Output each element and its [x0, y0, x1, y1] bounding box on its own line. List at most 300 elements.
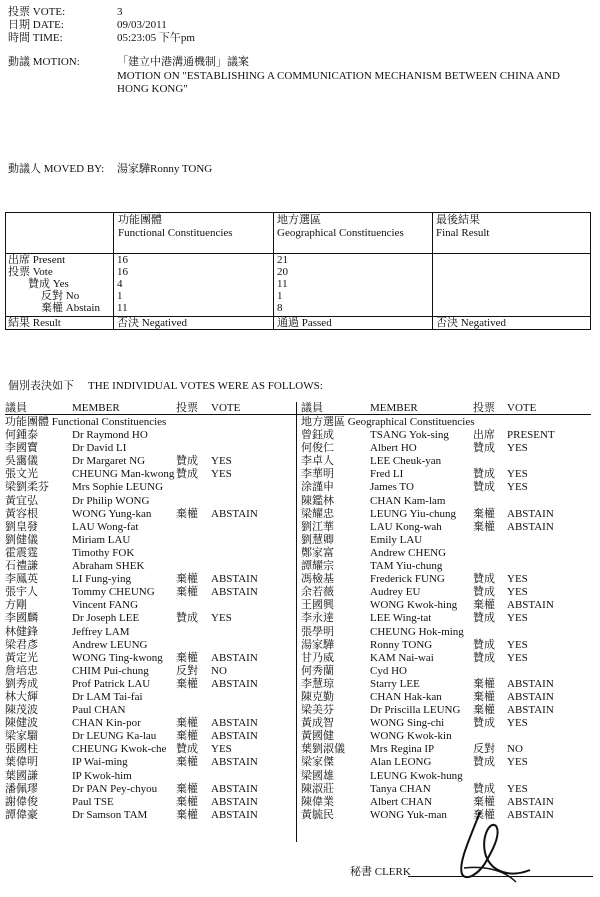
fc-title-text: 功能團體 Functional Constituencies [5, 416, 167, 428]
fc-member-row [5, 573, 293, 586]
final-header-en: Final Result [436, 227, 490, 239]
fc-member-name-en: Tommy CHEUNG [72, 586, 155, 599]
gc-member-name-en: Mrs Regina IP [370, 743, 435, 756]
gc-member-name-zh: 梁國雄 [301, 769, 334, 782]
fc-member-name-zh: 陳健波 [5, 717, 38, 730]
fc-member-vote-en: ABSTAIN [211, 507, 258, 520]
fc-member-name-zh: 石禮謙 [5, 560, 38, 573]
gc-member-name-en: Tanya CHAN [370, 782, 431, 795]
gc-member-vote-en: YES [507, 442, 528, 455]
gc-member-name-zh: 李慧琼 [301, 677, 334, 690]
gc-no: 1 [277, 290, 283, 302]
fc-member-vote-en: YES [211, 455, 232, 468]
fc-member-name-en: Dr Philip WONG [72, 494, 150, 507]
gc-member-name-zh: 陳鑑林 [301, 494, 334, 507]
fc-member-name-zh: 林大輝 [5, 690, 38, 703]
fc-member-name-en: WONG Yung-kan [72, 507, 152, 520]
fc-member-row [5, 678, 293, 691]
gc-member-name-en: Dr Priscilla LEUNG [370, 704, 461, 717]
gc-member-vote-zh: 贊成 [473, 756, 495, 769]
gc-member-vote-en: YES [507, 468, 528, 481]
gc-member-name-en: WONG Kwok-hing [370, 599, 458, 612]
time-label: 時間 TIME: [8, 32, 63, 44]
vote-label: 投票 Vote [8, 266, 53, 278]
gc-member-row [301, 612, 593, 625]
gc-member-name-en: Albert CHAN [370, 795, 433, 808]
gc-member-row [301, 678, 593, 691]
gc-member-name-zh: 王國興 [301, 599, 334, 612]
gc-member-name-zh: 譚耀宗 [301, 560, 334, 573]
fc-section-title [5, 416, 293, 429]
fc-member-vote-zh: 棄權 [176, 717, 198, 730]
gc-member-name-zh: 黃成智 [301, 717, 334, 730]
fc-member-name-zh: 吳靄儀 [5, 455, 38, 468]
fc-member-name-en: Dr Samson TAM [72, 808, 148, 821]
fc-member-name-zh: 張文光 [5, 468, 38, 481]
date-value: 09/03/2011 [117, 19, 167, 31]
fc-member-name-en: LI Fung-ying [72, 573, 131, 586]
gc-abstain: 8 [277, 302, 283, 314]
gc-member-vote-zh: 出席 [473, 429, 495, 442]
fc-member-name-zh: 梁君彥 [5, 638, 38, 651]
gc-member-vote-en: YES [507, 612, 528, 625]
fc-member-name-zh: 霍震霆 [5, 546, 38, 559]
gc-member-name-zh: 陳偉業 [301, 795, 334, 808]
gc-member-name-en: Andrew CHENG [370, 546, 447, 559]
gc-member-name-en: Starry LEE [370, 677, 420, 690]
fc-member-row [5, 560, 293, 573]
gc-member-row [301, 481, 593, 494]
gc-member-row [301, 704, 593, 717]
abstain-label: 棄權 Abstain [41, 302, 100, 314]
gc-member-name-en: CHAN Hak-kan [370, 690, 442, 703]
fc-member-name-zh: 張宇人 [5, 586, 38, 599]
fc-member-vote-en: YES [211, 612, 232, 625]
gc-member-row [301, 495, 593, 508]
fc-vote: 16 [117, 266, 128, 278]
fc-member-vote-zh: 反對 [176, 664, 198, 677]
fc-member-row [5, 599, 293, 612]
gc-section-title [301, 416, 593, 429]
fc-member-name-en: Vincent FANG [72, 599, 139, 612]
fc-member-name-en: IP Wai-ming [72, 756, 128, 769]
fc-present: 16 [117, 254, 128, 266]
gc-title-text: 地方選區 Geographical Constituencies [301, 416, 475, 428]
gc-member-row [301, 652, 593, 665]
gc-member-vote-zh: 棄權 [473, 599, 495, 612]
gc-member-name-zh: 曾鈺成 [301, 429, 334, 442]
fc-member-name-en: Dr PAN Pey-chyou [72, 782, 158, 795]
gc-member-name-zh: 陳淑莊 [301, 782, 334, 795]
fc-member-row [5, 612, 293, 625]
gc-member-vote-zh: 棄權 [473, 520, 495, 533]
fc-member-row [5, 743, 293, 756]
gc-member-name-zh: 李卓人 [301, 455, 334, 468]
fc-member-vote-en: ABSTAIN [211, 756, 258, 769]
fc-member-row [5, 756, 293, 769]
fc-member-vote-zh: 棄權 [176, 677, 198, 690]
gc-member-row [301, 691, 593, 704]
fc-member-name-en: Prof Patrick LAU [72, 677, 151, 690]
gc-member-name-zh: 劉江華 [301, 520, 334, 533]
gc-member-vote-zh: 棄權 [473, 677, 495, 690]
fc-member-name-en: Dr LAM Tai-fai [72, 690, 143, 703]
fc-member-name-zh: 黃定光 [5, 651, 38, 664]
fc-member-name-zh: 林健鋒 [5, 625, 38, 638]
fc-member-name-en: Dr David LI [72, 442, 127, 455]
vote-number: 3 [117, 6, 123, 18]
fc-member-name-zh: 譚偉豪 [5, 808, 38, 821]
gc-member-vote-zh: 棄權 [473, 704, 495, 717]
gc-member-name-en: LEUNG Kwok-hung [370, 769, 463, 782]
gc-member-vote-en: ABSTAIN [507, 808, 554, 821]
gc-member-name-en: WONG Yuk-man [370, 808, 447, 821]
fc-member-name-zh: 梁劉柔芬 [5, 481, 49, 494]
gc-member-vote-en: ABSTAIN [507, 795, 554, 808]
fc-member-vote-zh: 贊成 [176, 612, 198, 625]
gc-member-vote-en: PRESENT [507, 429, 555, 442]
fc-member-name-en: Paul TSE [72, 795, 114, 808]
fc-member-name-zh: 謝偉俊 [5, 795, 38, 808]
fc-no: 1 [117, 290, 123, 302]
fc-member-vote-en: ABSTAIN [211, 717, 258, 730]
fc-member-name-en: Dr LEUNG Ka-lau [72, 730, 157, 743]
gc-member-name-en: Frederick FUNG [370, 573, 445, 586]
clerk-label: 秘書 CLERK [350, 866, 411, 878]
gc-member-row [301, 809, 593, 822]
gc-member-vote-zh: 棄權 [473, 690, 495, 703]
fc-member-vote-en: YES [211, 468, 232, 481]
present-label: 出席 Present [8, 254, 66, 266]
fc-abstain: 11 [117, 302, 128, 314]
gc-member-vote-en: ABSTAIN [507, 507, 554, 520]
gc-member-name-zh: 何秀蘭 [301, 664, 334, 677]
gc-member-name-zh: 余若薇 [301, 586, 334, 599]
fc-member-vote-zh: 贊成 [176, 455, 198, 468]
clerk-signature [450, 808, 540, 886]
result-label: 結果 Result [8, 317, 61, 329]
fc-member-name-zh: 梁家騮 [5, 730, 38, 743]
motion-label: 動議 MOTION: [8, 56, 80, 68]
column-divider [296, 402, 297, 842]
fc-member-name-en: CHEUNG Man-kwong [72, 468, 175, 481]
fc-header-zh: 功能團體 [118, 214, 162, 226]
gc-member-name-en: Alan LEONG [370, 756, 432, 769]
fc-member-name-en: Mrs Sophie LEUNG [72, 481, 164, 494]
fc-member-row [5, 508, 293, 521]
fc-member-vote-en: NO [211, 664, 227, 677]
fc-col-member-en: MEMBER [72, 402, 120, 414]
fc-member-name-zh: 方剛 [5, 599, 27, 612]
final-result: 否決 Negatived [436, 317, 506, 329]
fc-member-vote-zh: 棄權 [176, 795, 198, 808]
gc-member-row [301, 717, 593, 730]
date-label: 日期 DATE: [8, 19, 64, 31]
fc-member-vote-zh: 棄權 [176, 782, 198, 795]
motion-title-zh: 「建立中港溝通機制」議案 [117, 56, 249, 68]
gc-member-name-en: WONG Sing-chi [370, 717, 445, 730]
gc-member-row [301, 599, 593, 612]
gc-member-row [301, 442, 593, 455]
gc-member-name-en: Emily LAU [370, 533, 423, 546]
fc-member-row [5, 639, 293, 652]
gc-member-vote-zh: 贊成 [473, 468, 495, 481]
fc-member-name-en: WONG Ting-kwong [72, 651, 163, 664]
fc-yes: 4 [117, 278, 123, 290]
gc-member-name-en: LAU Kong-wah [370, 520, 442, 533]
gc-member-name-zh: 甘乃威 [301, 651, 334, 664]
gc-member-name-zh: 李華明 [301, 468, 334, 481]
fc-member-name-zh: 潘佩璆 [5, 782, 38, 795]
fc-member-name-zh: 李國寶 [5, 442, 38, 455]
gc-member-name-zh: 陳克勤 [301, 690, 334, 703]
gc-member-vote-zh: 贊成 [473, 442, 495, 455]
fc-member-row [5, 429, 293, 442]
fc-member-vote-en: ABSTAIN [211, 782, 258, 795]
fc-member-name-zh: 李鳳英 [5, 573, 38, 586]
fc-member-vote-en: ABSTAIN [211, 586, 258, 599]
fc-member-row [5, 783, 293, 796]
final-header-zh: 最後結果 [436, 214, 480, 226]
gc-member-vote-en: YES [507, 651, 528, 664]
fc-member-row [5, 534, 293, 547]
fc-member-row [5, 691, 293, 704]
fc-member-row [5, 626, 293, 639]
fc-member-name-zh: 張國柱 [5, 743, 38, 756]
fc-member-name-en: CHAN Kin-por [72, 717, 141, 730]
fc-header-en: Functional Constituencies [118, 227, 233, 239]
gc-member-vote-en: NO [507, 743, 523, 756]
gc-member-row [301, 730, 593, 743]
fc-member-row [5, 770, 293, 783]
gc-member-name-en: CHEUNG Hok-ming [370, 625, 464, 638]
moved-by-value: 湯家驊Ronny TONG [117, 163, 213, 175]
fc-member-vote-en: ABSTAIN [211, 808, 258, 821]
fc-member-name-en: Timothy FOK [72, 546, 135, 559]
fc-member-vote-zh: 贊成 [176, 468, 198, 481]
fc-member-vote-zh: 棄權 [176, 507, 198, 520]
gc-member-name-zh: 鄭家富 [301, 546, 334, 559]
gc-member-name-en: LEE Cheuk-yan [370, 455, 442, 468]
gc-member-row [301, 468, 593, 481]
fc-member-row [5, 809, 293, 822]
fc-result: 否決 Negatived [117, 317, 187, 329]
fc-member-vote-zh: 棄權 [176, 730, 198, 743]
motion-title-en-2: HONG KONG" [117, 83, 188, 95]
fc-member-vote-zh: 棄權 [176, 573, 198, 586]
fc-col-vote-en: VOTE [211, 402, 241, 414]
gc-member-row [301, 547, 593, 560]
fc-member-name-zh: 葉國謙 [5, 769, 38, 782]
gc-result: 通過 Passed [277, 317, 332, 329]
fc-member-name-en: Jeffrey LAM [72, 625, 130, 638]
gc-member-vote-en: ABSTAIN [507, 520, 554, 533]
gc-member-name-zh: 黃毓民 [301, 808, 334, 821]
gc-member-name-zh: 李永達 [301, 612, 334, 625]
fc-member-name-en: Abraham SHEK [72, 560, 145, 573]
fc-member-name-en: Miriam LAU [72, 533, 131, 546]
gc-member-row [301, 586, 593, 599]
gc-member-row [301, 573, 593, 586]
gc-member-name-zh: 湯家驊 [301, 638, 334, 651]
gc-member-vote-en: YES [507, 717, 528, 730]
fc-member-vote-zh: 棄權 [176, 651, 198, 664]
gc-member-name-zh: 梁美芬 [301, 704, 334, 717]
gc-member-name-en: Cyd HO [370, 664, 407, 677]
fc-member-name-en: Dr Margaret NG [72, 455, 146, 468]
fc-member-row [5, 665, 293, 678]
gc-member-list [301, 416, 593, 822]
gc-member-name-zh: 黃國健 [301, 730, 334, 743]
gc-member-vote-zh: 贊成 [473, 586, 495, 599]
gc-member-row [301, 665, 593, 678]
gc-member-row [301, 639, 593, 652]
yes-label: 贊成 Yes [28, 278, 69, 290]
gc-member-name-en: KAM Nai-wai [370, 651, 434, 664]
fc-member-name-en: CHIM Pui-chung [72, 664, 149, 677]
gc-member-name-en: Albert HO [370, 442, 417, 455]
fc-member-name-zh: 陳茂波 [5, 704, 38, 717]
gc-col-vote-zh: 投票 [473, 402, 495, 414]
fc-member-name-zh: 葉偉明 [5, 756, 38, 769]
fc-member-name-zh: 劉皇發 [5, 520, 38, 533]
gc-member-name-en: TAM Yiu-chung [370, 560, 443, 573]
fc-member-vote-en: ABSTAIN [211, 651, 258, 664]
fc-member-name-zh: 劉秀成 [5, 677, 38, 690]
gc-member-vote-zh: 贊成 [473, 481, 495, 494]
fc-member-row [5, 730, 293, 743]
fc-member-name-zh: 劉健儀 [5, 533, 38, 546]
gc-member-name-en: James TO [370, 481, 414, 494]
motion-title-en-1: MOTION ON "ESTABLISHING A COMMUNICATION MECHANISM BETWEEN CHINA AND [117, 70, 560, 82]
gc-member-row [301, 521, 593, 534]
time-value: 05:23:05 下午pm [117, 32, 195, 44]
gc-member-vote-zh: 贊成 [473, 717, 495, 730]
gc-member-name-en: Fred LI [370, 468, 404, 481]
gc-member-vote-en: YES [507, 573, 528, 586]
fc-member-row [5, 455, 293, 468]
gc-member-row [301, 534, 593, 547]
gc-header-en: Geographical Constituencies [277, 227, 404, 239]
fc-member-row [5, 468, 293, 481]
gc-member-name-zh: 涂謹申 [301, 481, 334, 494]
fc-member-row [5, 495, 293, 508]
gc-member-vote-en: ABSTAIN [507, 677, 554, 690]
gc-member-vote-en: ABSTAIN [507, 690, 554, 703]
fc-member-row [5, 547, 293, 560]
gc-member-vote-zh: 反對 [473, 743, 495, 756]
gc-member-name-zh: 張學明 [301, 625, 334, 638]
gc-member-name-en: WONG Kwok-kin [370, 730, 452, 743]
fc-member-row [5, 442, 293, 455]
summary-table [5, 212, 591, 330]
gc-member-name-zh: 梁家傑 [301, 756, 334, 769]
fc-member-name-zh: 詹培忠 [5, 664, 38, 677]
fc-member-vote-zh: 棄權 [176, 808, 198, 821]
gc-yes: 11 [277, 278, 288, 290]
fc-member-vote-zh: 贊成 [176, 743, 198, 756]
gc-member-row [301, 508, 593, 521]
gc-member-row [301, 626, 593, 639]
fc-member-row [5, 521, 293, 534]
gc-member-vote-en: YES [507, 782, 528, 795]
fc-col-member-zh: 議員 [5, 402, 27, 414]
gc-member-name-en: TSANG Yok-sing [370, 429, 449, 442]
fc-member-vote-en: ABSTAIN [211, 573, 258, 586]
gc-col-member-zh: 議員 [301, 402, 323, 414]
gc-member-row [301, 783, 593, 796]
fc-member-vote-en: ABSTAIN [211, 677, 258, 690]
fc-member-vote-en: ABSTAIN [211, 730, 258, 743]
header-rule [5, 414, 591, 415]
gc-member-vote-zh: 贊成 [473, 651, 495, 664]
gc-member-name-en: Audrey EU [370, 586, 421, 599]
vote-number-label: 投票 VOTE: [8, 6, 66, 18]
gc-member-name-en: LEE Wing-tat [370, 612, 432, 625]
gc-member-name-zh: 馮檢基 [301, 573, 334, 586]
fc-member-row [5, 796, 293, 809]
individual-votes-intro-zh: 個別表決如下 [8, 380, 74, 392]
fc-member-name-en: Paul CHAN [72, 704, 126, 717]
gc-member-name-zh: 梁耀忠 [301, 507, 334, 520]
fc-member-name-zh: 黃宜弘 [5, 494, 38, 507]
fc-member-name-en: Andrew LEUNG [72, 638, 148, 651]
fc-member-vote-en: YES [211, 743, 232, 756]
fc-member-name-en: LAU Wong-fat [72, 520, 139, 533]
gc-col-vote-en: VOTE [507, 402, 537, 414]
gc-member-row [301, 796, 593, 809]
gc-member-vote-en: YES [507, 481, 528, 494]
gc-member-name-zh: 葉劉淑儀 [301, 743, 345, 756]
fc-member-list [5, 416, 293, 822]
gc-member-vote-zh: 棄權 [473, 795, 495, 808]
individual-votes-intro-en: THE INDIVIDUAL VOTES WERE AS FOLLOWS: [88, 380, 323, 392]
fc-member-vote-zh: 棄權 [176, 756, 198, 769]
fc-member-row [5, 586, 293, 599]
gc-member-vote-zh: 棄權 [473, 507, 495, 520]
fc-member-row [5, 652, 293, 665]
gc-member-vote-zh: 棄權 [473, 808, 495, 821]
fc-member-row [5, 704, 293, 717]
gc-member-vote-en: YES [507, 638, 528, 651]
gc-member-name-zh: 劉慧卿 [301, 533, 334, 546]
fc-member-row [5, 481, 293, 494]
gc-col-member-en: MEMBER [370, 402, 418, 414]
fc-member-vote-en: ABSTAIN [211, 795, 258, 808]
gc-member-row [301, 560, 593, 573]
gc-member-vote-en: YES [507, 756, 528, 769]
fc-member-name-en: CHEUNG Kwok-che [72, 743, 167, 756]
gc-member-vote-zh: 贊成 [473, 573, 495, 586]
no-label: 反對 No [41, 290, 80, 302]
gc-present: 21 [277, 254, 288, 266]
gc-member-row [301, 770, 593, 783]
gc-member-vote-zh: 贊成 [473, 638, 495, 651]
gc-header-zh: 地方選區 [277, 214, 321, 226]
fc-member-name-en: Dr Raymond HO [72, 429, 148, 442]
fc-col-vote-zh: 投票 [176, 402, 198, 414]
fc-member-name-zh: 何鍾泰 [5, 429, 38, 442]
gc-member-vote-zh: 贊成 [473, 782, 495, 795]
gc-member-name-en: Ronny TONG [370, 638, 433, 651]
gc-member-vote-en: ABSTAIN [507, 704, 554, 717]
gc-member-row [301, 743, 593, 756]
gc-member-name-zh: 何俊仁 [301, 442, 334, 455]
gc-member-name-en: CHAN Kam-lam [370, 494, 446, 507]
fc-member-vote-zh: 棄權 [176, 586, 198, 599]
gc-member-row [301, 756, 593, 769]
gc-member-row [301, 429, 593, 442]
